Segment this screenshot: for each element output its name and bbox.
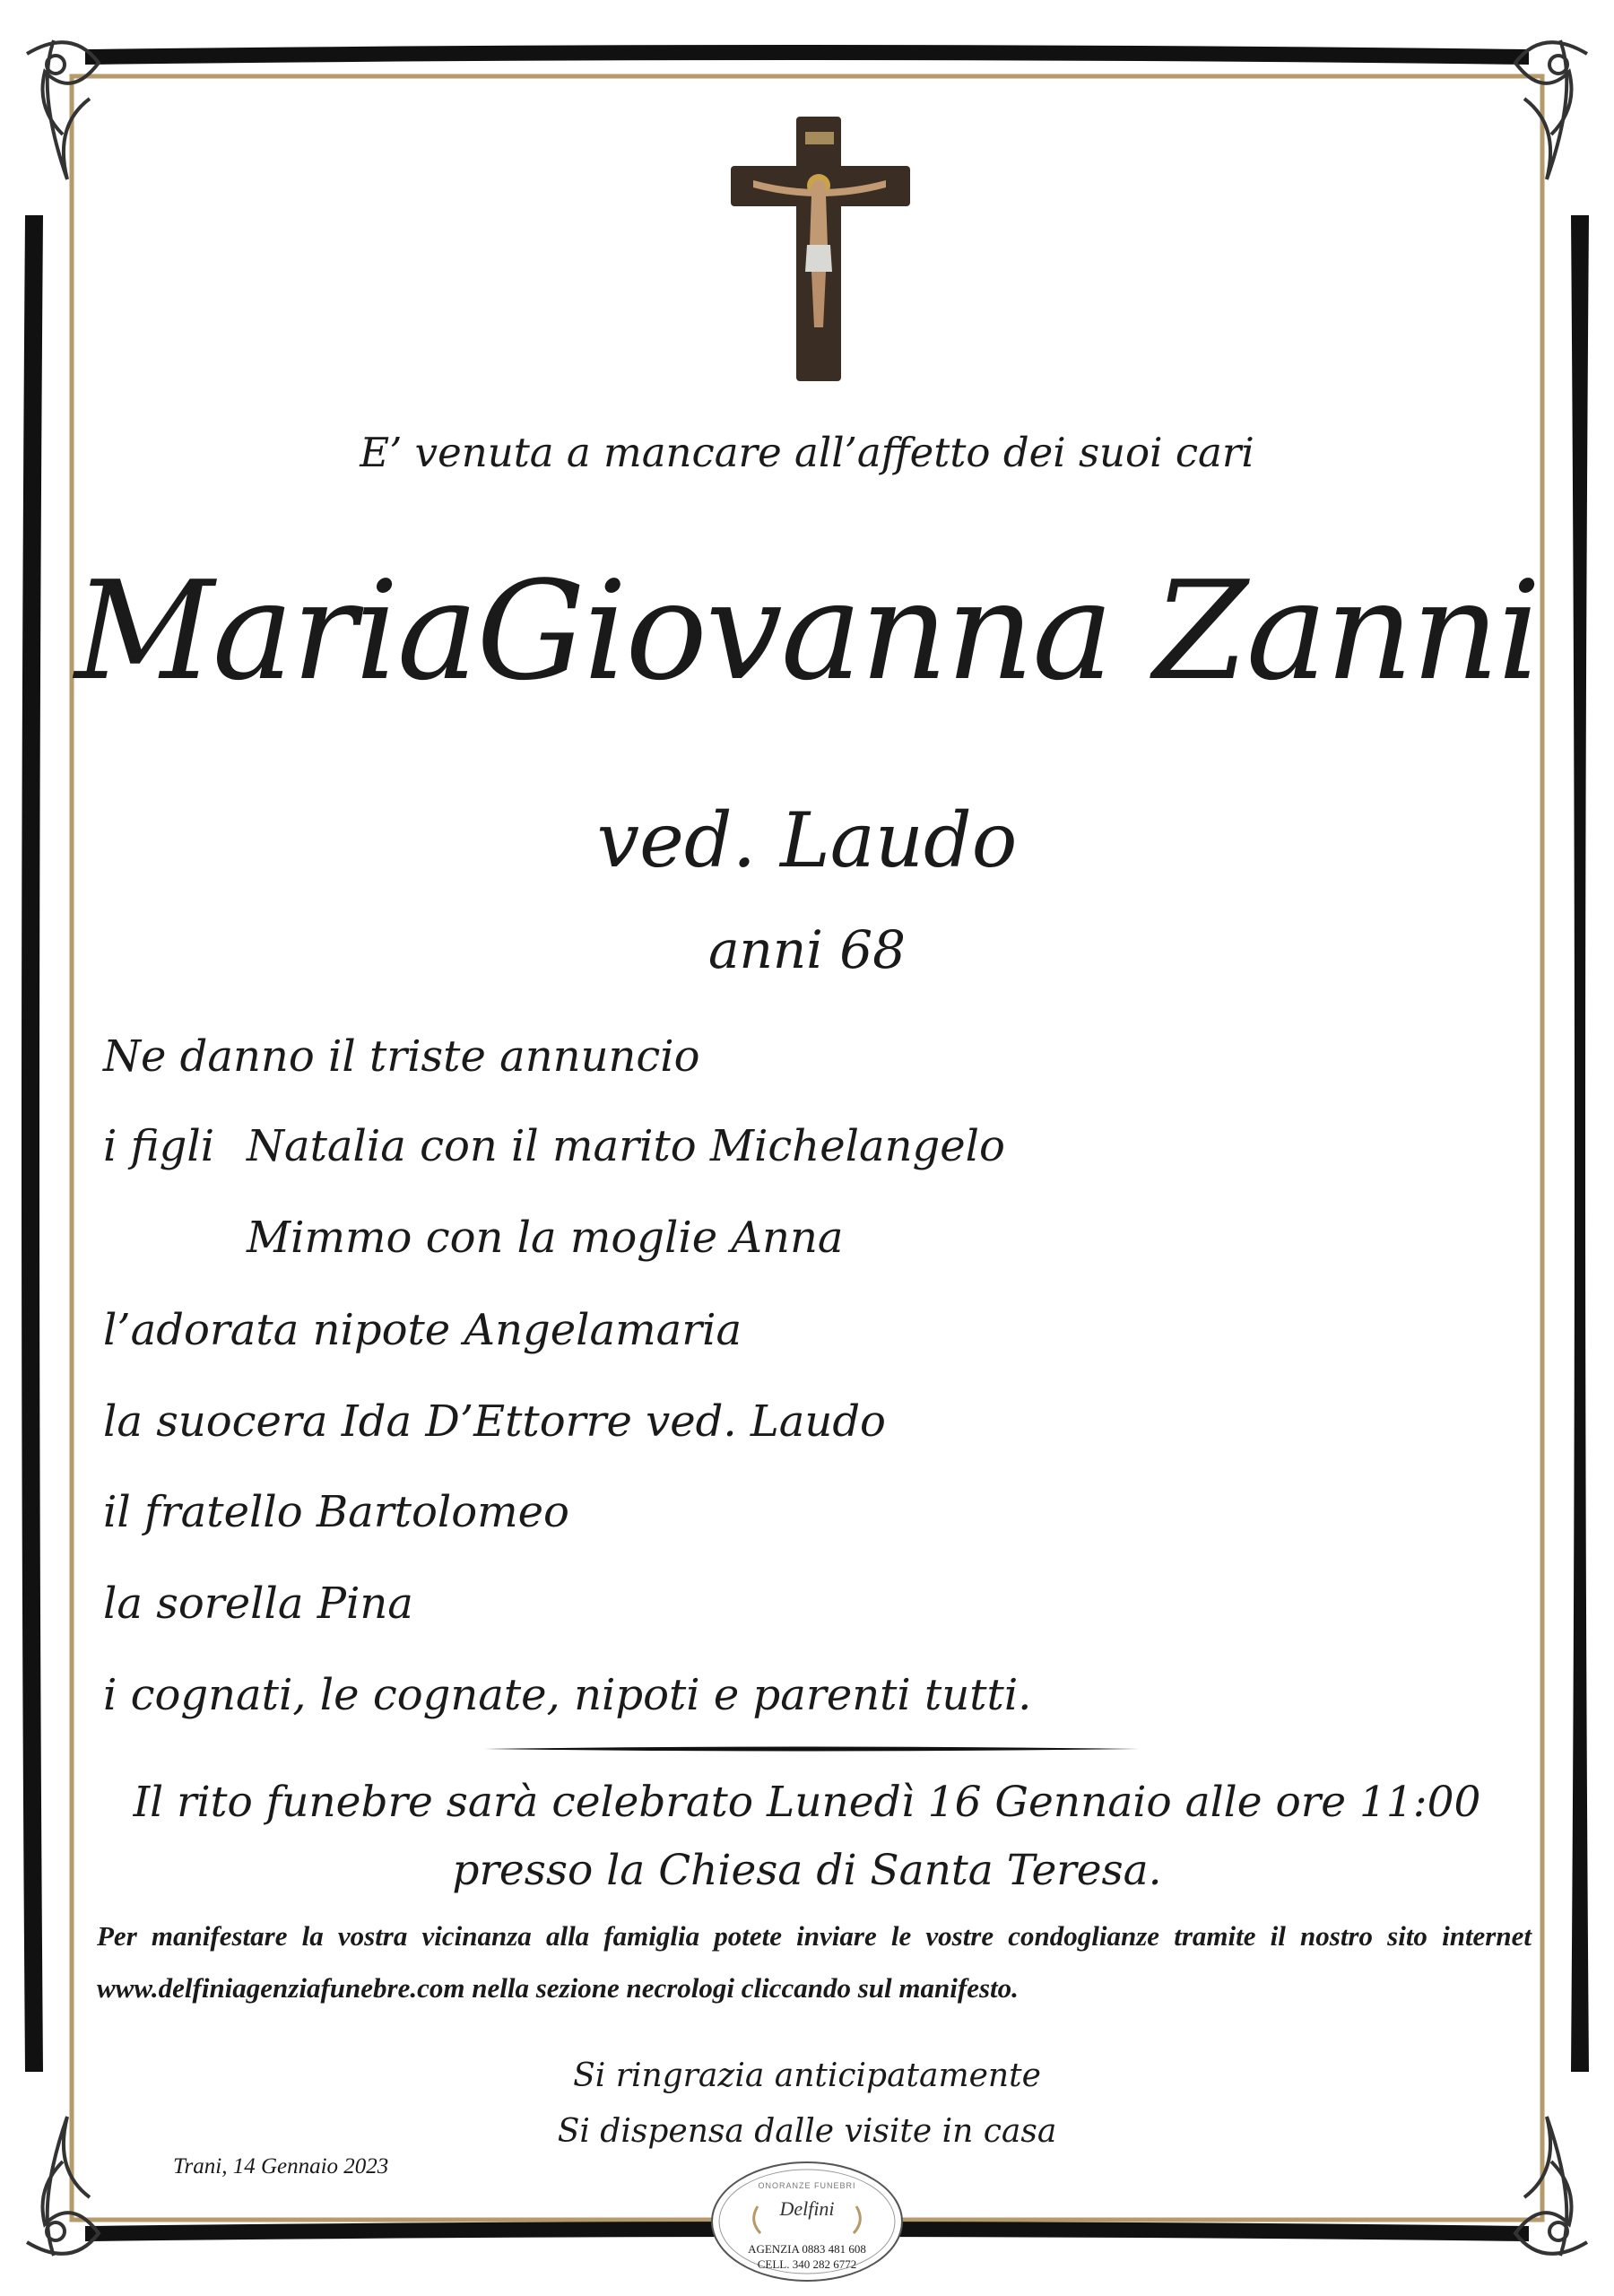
mourner-text: i cognati, le cognate, nipoti e parenti tutti. — [103, 1670, 1032, 1720]
agency-mobile: CELL. 340 282 6772 — [757, 2257, 857, 2271]
widow-of-line: ved. Laudo — [596, 796, 1018, 884]
mourner-text: la sorella Pina — [103, 1578, 413, 1629]
agency-phone: AGENZIA 0883 481 608 — [748, 2242, 866, 2256]
deceased-name: MariaGiovanna Zanni — [74, 552, 1540, 710]
mourner-line — [103, 1578, 413, 1629]
thanks-line: Si ringrazia anticipatamente — [573, 2057, 1041, 2094]
mourner-line — [103, 1396, 886, 1447]
agency-tagline: ONORANZE FUNEBRI — [758, 2181, 856, 2190]
mourner-line — [103, 1670, 1031, 1720]
condolences-paragraph: Per manifestare la vostra vicinanza alla famiglia potete inviare le vostre condoglianze tramite il nostro sito internet www.delfiniagenziafunebre.com nella sezione necrologi cliccando sul manifesto. — [97, 1920, 1532, 2004]
mourner-line — [103, 1031, 700, 1082]
age-line: anni 68 — [707, 919, 907, 980]
agency-name: Delfini — [779, 2197, 835, 2220]
intro-line: E’ venuta a mancare all’affetto dei suoi cari — [360, 429, 1254, 476]
no-visits-line: Si dispensa dalle visite in casa — [557, 2113, 1057, 2150]
mourner-text: l’adorata nipote Angelamaria — [103, 1305, 742, 1355]
funeral-location-line: presso la Chiesa di Santa Teresa. — [452, 1846, 1162, 1895]
mourner-text: Mimmo con la moglie Anna — [247, 1213, 844, 1263]
mourner-line — [103, 1121, 1005, 1171]
mourner-line — [103, 1305, 742, 1355]
mourner-label: i figli — [103, 1121, 215, 1171]
mourner-text: Ne danno il triste annuncio — [103, 1031, 700, 1082]
mourner-text: Natalia con il marito Michelangelo — [247, 1121, 1005, 1171]
place-date: Trani, 14 Gennaio 2023 — [173, 2154, 389, 2179]
mourner-line — [103, 1487, 569, 1537]
mourner-text: la suocera Ida D’Ettorre ved. Laudo — [103, 1396, 886, 1447]
divider-line — [484, 1745, 1139, 1752]
mourner-text: il fratello Bartolomeo — [103, 1487, 569, 1537]
mourner-line — [247, 1213, 843, 1263]
crucifix-icon — [726, 112, 915, 386]
funeral-rite-line: Il rito funebre sarà celebrato Lunedì 16 Gennaio alle ore 11:00 — [133, 1778, 1481, 1827]
